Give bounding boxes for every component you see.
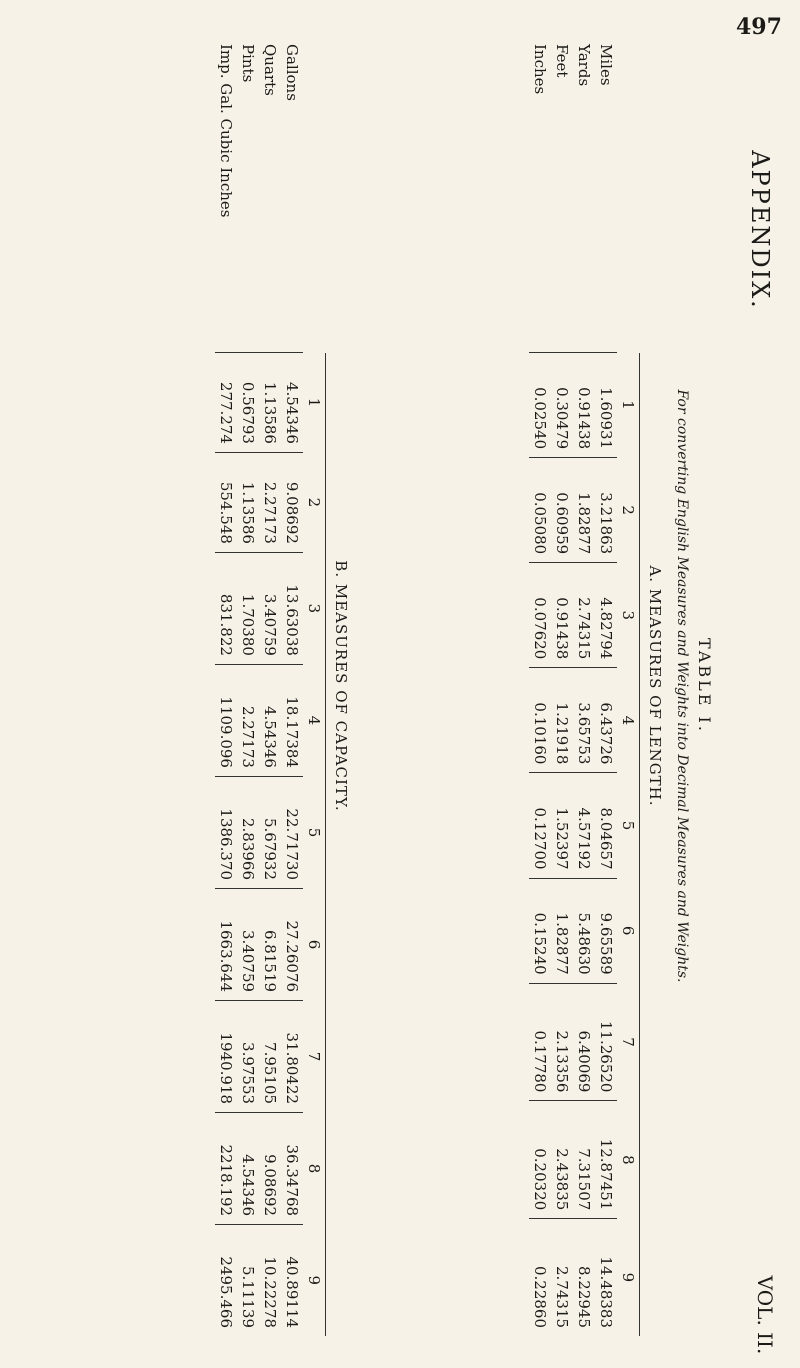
table-cell: 3.21863 <box>595 458 617 563</box>
row-label: Inches <box>531 44 549 95</box>
table-cell: 3.40759 <box>237 889 259 1001</box>
table-cell: 8.04657 <box>595 773 617 878</box>
table-row <box>573 36 595 1336</box>
table-cell: 2.27173 <box>259 452 281 552</box>
table-row <box>215 36 237 1336</box>
table-row <box>529 36 551 1336</box>
column-number: 1 <box>303 353 326 453</box>
table-cell: 1.60931 <box>595 353 617 458</box>
row-label: Yards <box>575 44 593 87</box>
table-row <box>551 36 573 1336</box>
table-cell: 6.43726 <box>595 668 617 773</box>
table-cell: 0.30479 <box>551 353 573 458</box>
column-number: 6 <box>617 878 640 983</box>
table-cell: 0.91438 <box>551 563 573 668</box>
table-cell: 8.22945 <box>573 1219 595 1336</box>
column-number: 2 <box>303 452 326 552</box>
table-cell: 36.34768 <box>281 1113 303 1225</box>
table-cell: 2.43835 <box>551 1101 573 1219</box>
appendix-heading: APPENDIX. <box>746 150 774 310</box>
table-cell: 12.87451 <box>595 1101 617 1219</box>
table-cell: 3.40759 <box>259 552 281 664</box>
table-subtitle: For converting English Measures and Weights into Decimal Measures and Weights. <box>674 389 690 983</box>
table-cell: 1940.918 <box>215 1001 237 1113</box>
rotated-table-sheet <box>30 36 720 1336</box>
table-cell: 1109.096 <box>215 664 237 776</box>
table-cell: 14.48383 <box>595 1219 617 1336</box>
row-label: Imp. Gal. Cubic Inches <box>217 44 235 218</box>
table-cell: 5.11139 <box>237 1225 259 1336</box>
table-cell: 554.548 <box>215 452 237 552</box>
table-cell: 6.81519 <box>259 889 281 1001</box>
column-number: 8 <box>303 1113 326 1225</box>
table-cell: 1.13586 <box>237 452 259 552</box>
table-cell: 0.91438 <box>573 353 595 458</box>
column-number: 4 <box>617 668 640 773</box>
table-cell: 22.71730 <box>281 776 303 888</box>
table-cell: 2495.466 <box>215 1225 237 1336</box>
table-row <box>595 36 617 1336</box>
header-label-cell <box>303 36 326 353</box>
table-cell: 5.48630 <box>573 878 595 983</box>
column-number: 5 <box>617 773 640 878</box>
column-number: 1 <box>617 353 640 458</box>
table-cell: 10.22278 <box>259 1225 281 1336</box>
table-cell: 2.74315 <box>573 563 595 668</box>
row-label: Pints <box>239 44 257 83</box>
volume-label: VOL. II. <box>753 1275 777 1355</box>
table-cell: 0.20320 <box>529 1101 551 1219</box>
section-a-table <box>529 36 640 1336</box>
table-cell: 831.822 <box>215 552 237 664</box>
column-number: 9 <box>617 1219 640 1336</box>
table-cell: 11.26520 <box>595 983 617 1101</box>
table-cell: 4.54346 <box>237 1113 259 1225</box>
section-a-title: A. MEASURES OF LENGTH. <box>646 565 664 807</box>
header-label-cell <box>617 36 640 353</box>
column-number-row <box>303 36 326 1336</box>
table-row <box>281 36 303 1336</box>
table-cell: 1.82877 <box>573 458 595 563</box>
table-cell: 0.60959 <box>551 458 573 563</box>
table-cell: 0.17780 <box>529 983 551 1101</box>
table-cell: 0.10160 <box>529 668 551 773</box>
table-cell: 1.82877 <box>551 878 573 983</box>
table-cell: 2.83966 <box>237 776 259 888</box>
table-cell: 5.67932 <box>259 776 281 888</box>
table-cell: 1386.370 <box>215 776 237 888</box>
conversion-table <box>30 36 720 1336</box>
table-cell: 40.89114 <box>281 1225 303 1336</box>
table-cell: 0.05080 <box>529 458 551 563</box>
table-cell: 2.74315 <box>551 1219 573 1336</box>
table-cell: 6.40069 <box>573 983 595 1101</box>
row-label: Quarts <box>261 44 279 96</box>
table-cell: 0.22860 <box>529 1219 551 1336</box>
volume-footer <box>740 1270 790 1360</box>
table-cell: 1.52397 <box>551 773 573 878</box>
section-b-title: B. MEASURES OF CAPACITY. <box>332 560 350 812</box>
column-number: 3 <box>303 552 326 664</box>
running-header <box>730 60 790 400</box>
row-label: Miles <box>597 44 615 86</box>
row-label: Feet <box>553 44 571 78</box>
table-cell: 0.56793 <box>237 353 259 453</box>
table-cell: 4.57192 <box>573 773 595 878</box>
table-title: TABLE I. <box>695 638 714 734</box>
table-cell: 2.27173 <box>237 664 259 776</box>
column-number: 6 <box>303 889 326 1001</box>
column-number: 5 <box>303 776 326 888</box>
column-number: 8 <box>617 1101 640 1219</box>
table-cell: 18.17384 <box>281 664 303 776</box>
table-cell: 3.97553 <box>237 1001 259 1113</box>
table-cell: 0.12700 <box>529 773 551 878</box>
table-cell: 1.21918 <box>551 668 573 773</box>
table-cell: 1663.644 <box>215 889 237 1001</box>
table-cell: 9.08692 <box>259 1113 281 1225</box>
table-cell: 9.08692 <box>281 452 303 552</box>
column-number: 7 <box>303 1001 326 1113</box>
table-cell: 1.70380 <box>237 552 259 664</box>
table-cell: 0.15240 <box>529 878 551 983</box>
table-row <box>237 36 259 1336</box>
section-b-table <box>215 36 326 1336</box>
page-number: 497 <box>736 14 782 40</box>
table-cell: 2218.192 <box>215 1113 237 1225</box>
column-number: 4 <box>303 664 326 776</box>
table-cell: 4.54346 <box>259 664 281 776</box>
column-number: 7 <box>617 983 640 1101</box>
column-number: 9 <box>303 1225 326 1336</box>
table-cell: 31.80422 <box>281 1001 303 1113</box>
table-cell: 13.63038 <box>281 552 303 664</box>
table-cell: 277.274 <box>215 353 237 453</box>
table-cell: 2.13356 <box>551 983 573 1101</box>
table-cell: 0.07620 <box>529 563 551 668</box>
table-cell: 27.26076 <box>281 889 303 1001</box>
column-number: 2 <box>617 458 640 563</box>
table-row <box>259 36 281 1336</box>
row-label: Gallons <box>283 44 301 101</box>
table-cell: 7.95105 <box>259 1001 281 1113</box>
table-cell: 0.02540 <box>529 353 551 458</box>
table-cell: 7.31507 <box>573 1101 595 1219</box>
table-cell: 9.65589 <box>595 878 617 983</box>
table-cell: 4.82794 <box>595 563 617 668</box>
column-number-row <box>617 36 640 1336</box>
column-number: 3 <box>617 563 640 668</box>
table-cell: 1.13586 <box>259 353 281 453</box>
table-cell: 4.54346 <box>281 353 303 453</box>
table-cell: 3.65753 <box>573 668 595 773</box>
